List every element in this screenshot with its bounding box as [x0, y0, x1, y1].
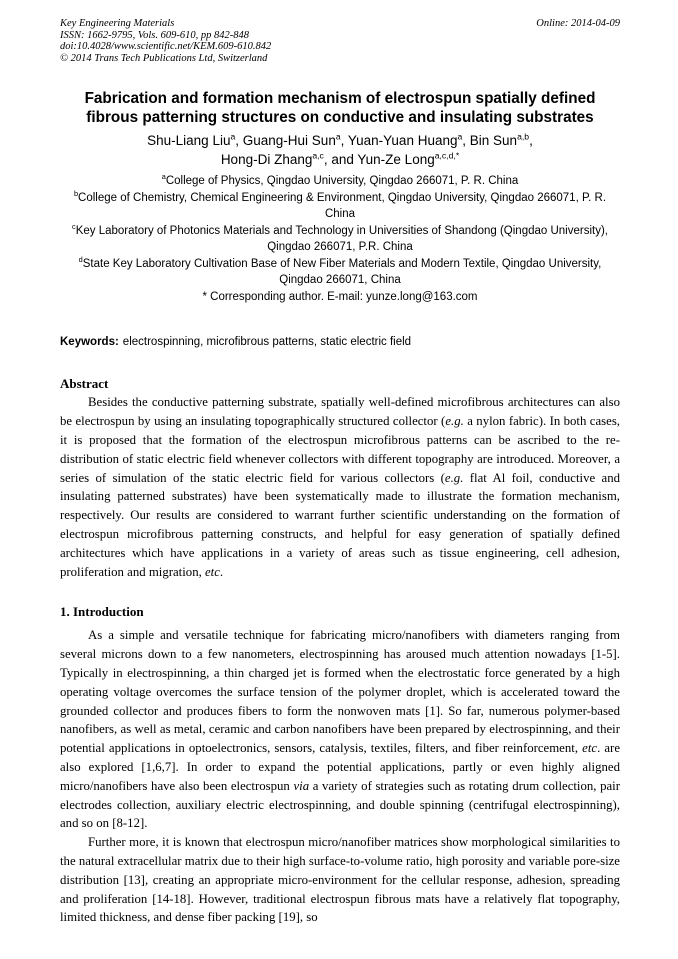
paper-title: Fabrication and formation mechanism of electrospun spatially defined fibrous patterning structures on conductive and insulating substrates [84, 90, 596, 127]
abstract-body [60, 393, 620, 581]
keywords-line [60, 335, 620, 350]
keywords-label: Keywords: [60, 336, 119, 349]
publication-info [60, 18, 271, 64]
copyright-line: © 2014 Trans Tech Publications Ltd, Switzerland [60, 52, 268, 64]
affiliation-b: $^b$College of Chemistry, Chemical Engineering & Environment, Qingdao University, Qingdao 266071, P. R. China [73, 189, 607, 221]
authors-line: Shu-Liang Liu$^a$, Guang-Hui Sun$^a$, Yuan-Yuan Huang$^a$, Bin Sun$^{a,b}$, Hong-Di Zhang$^{a,c}$, and Yun-Ze Long$^{a,c,d,*}$ [147, 131, 533, 167]
affiliation-c: $^c$Key Laboratory of Photonics Materials and Technology in Universities of Shandong (Qingdao University), Qingdao 266071, P.R. China [72, 222, 608, 254]
journal-title: Key Engineering Materials [60, 18, 175, 29]
introduction-body [60, 626, 620, 927]
keywords-text: electrospinning, microfibrous patterns, static electric field [122, 336, 412, 349]
affiliation-a: $^a$College of Physics, Qingdao University, Qingdao 266071, P. R. China [161, 172, 519, 188]
abstract-heading: Abstract [60, 376, 109, 392]
online-date: Online: 2014-04-09 [536, 18, 620, 29]
abstract-paragraph: Besides the conductive patterning substrate, spatially well-defined microfibrous architectures can also be electrospun by using an insulating topographically structured collector (e.g. a nylon fabric). In both cases, it is proposed that the formation of the electrospun microfibrous patterns can be ascribed to the re-distribution of static electric field whenever collectors with different topography are introduced. Moreover, a series of simulation of the static electric field for various collectors (e.g. flat Al foil, conductive and insulating patterned substrates) have been systematically made to illustrate the formation mechanism, respectively. Our results are considered to warrant further scientific understanding on the formation of electrospun microfibrous patterning constructs, and helpful for easy generation of spatially defined architectures which have applications in a variety of areas such as tissue engineering, cell adhesion, proliferation and migration, etc. [60, 395, 620, 579]
issn-line: ISSN: 1662-9795, Vols. 609-610, pp 842-848 [60, 29, 249, 41]
affiliations-block [60, 173, 620, 305]
section-heading-introduction: 1. Introduction [60, 604, 144, 620]
corresponding-author-line: * Corresponding author. E-mail: yunze.long@163.com [202, 290, 478, 303]
intro-paragraph-1: As a simple and versatile technique for fabricating micro/nanofibers with diameters ranging from several microns down to a few nanometers, electrospinning has aroused much attention nowadays [1-5]. Typically in electrospinning, a thin charged jet is formed when the electrostatic force generated by a high operating voltage overcomes the surface tension of the polymer droplet, which is accelerated toward the grounded collector and produces fibers to form the nonwoven mats [1]. So far, numerous polymer-based nanofibers, as well as metal, ceramic and carbon nanofibers have been prepared by electrospinning, and their potential applications in optoelectronics, sensors, catalysis, textiles, filters, and fiber reinforcement, etc. are also explored [1,6,7]. In order to expand the potential applications, partly or even highly aligned micro/nanofibers have also been electrospun via a variety of strategies such as rotating drum collection, pair electrodes collection, auxiliary electric electrospinning, and double spinning (centrifugal electrospinning), and so on [8-12]. [60, 628, 621, 831]
intro-paragraph-2: Further more, it is known that electrospun micro/nanofiber matrices show morphological similarities to the natural extracellular matrix due to their high surface-to-volume ratio, high porosity and variable pore-size distribution [13], creating an appropriate micro-environment for the cellular response, adhesion, spreading and proliferation [14-18]. However, traditional electrospun fibrous mats have a relatively flat topography, limited thickness, and dense fiber packing [19], so [60, 835, 620, 925]
doi-line: doi:10.4028/www.scientific.net/KEM.609-610.842 [60, 41, 272, 53]
page-header [60, 18, 620, 64]
affiliation-d: $^d$State Key Laboratory Cultivation Base of New Fiber Materials and Modern Textile, Qingdao University, Qingdao 266071, China [78, 255, 602, 287]
